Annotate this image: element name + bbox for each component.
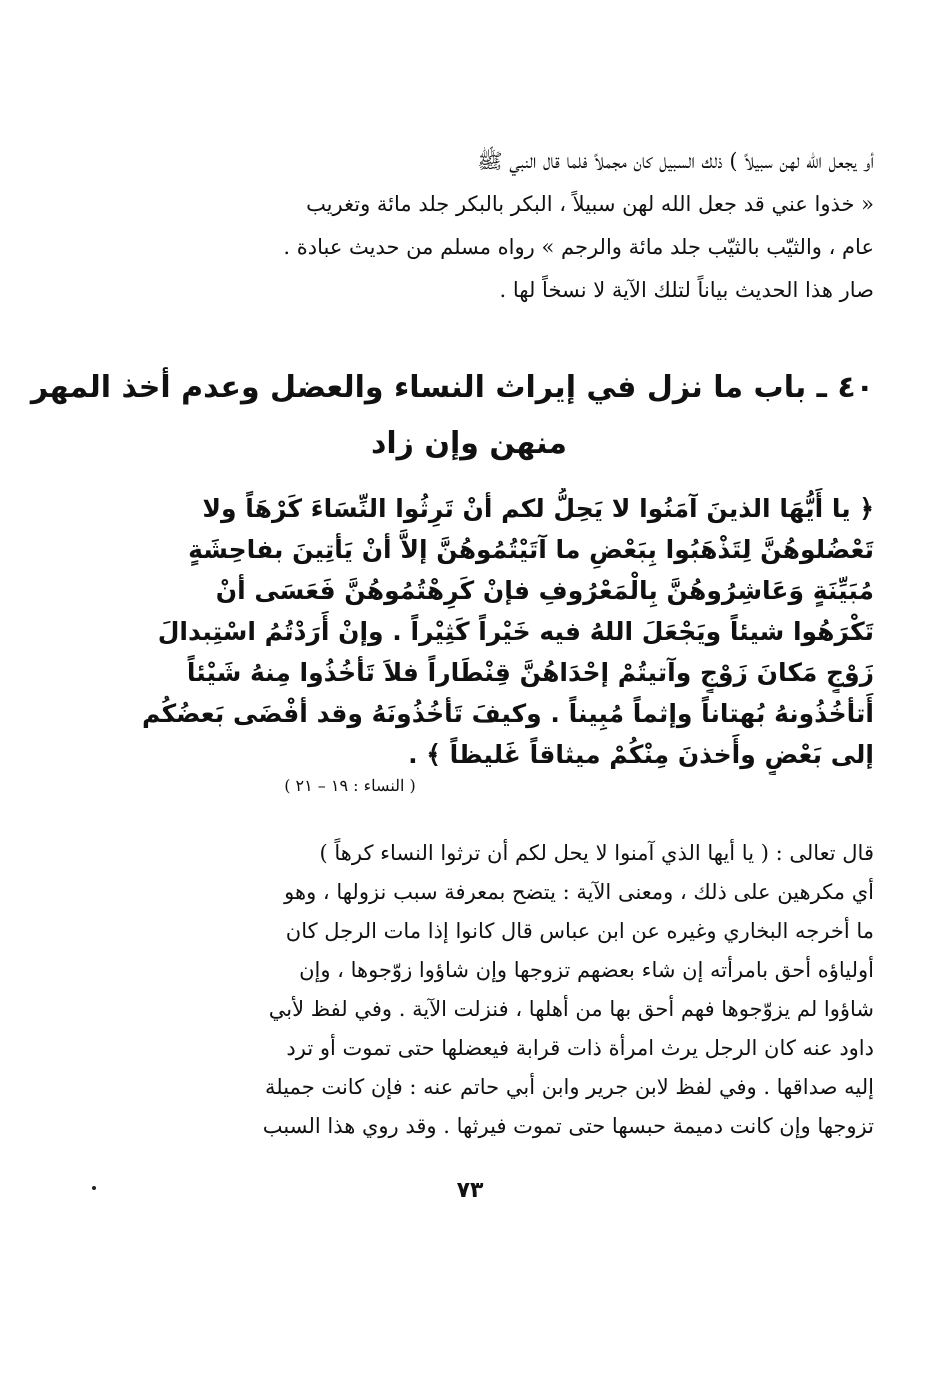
text-line: أو يجعل الله لهن سبيلاً ) ذلك السبيل كان مجملاً فلما قال النبي ﷺ [477,149,874,173]
text-line: صار هذا الحديث بياناً لتلك الآية لا نسخاً لها . [499,278,874,302]
text-line: شاؤوا لم يزوّجوها فهم أحق بها من أهلها ، فنزلت الآية . وفي لفظ لأبي [268,997,874,1021]
chapter-heading-line-1: ٤٠ ـ باب ما نزل في إيراث النساء والعضل وعدم أخذ المهر [30,370,874,405]
verse-line: أَتأخُذُونهُ بُهتاناً وإثماً مُبِيناً . وكيفَ تَأخُذُونَهُ وقد أفْضَى بَعضُكُم [142,699,874,728]
text-line: إليه صداقها . وفي لفظ لابن جرير وابن أبي حاتم عنه : فإن كانت جميلة [265,1075,874,1099]
verse-line: مُبَيِّنَةٍ وَعَاشِرُوهُنَّ بِالْمَعْرُوفِ فإنْ كَرِهْتُمُوهُنَّ فَعَسَى أنْ [215,576,874,605]
text-line: « خذوا عني قد جعل الله لهن سبيلاً ، البكر بالبكر جلد مائة وتغريب [306,192,874,216]
text-line: ما أخرجه البخاري وغيره عن ابن عباس قال كانوا إذا مات الرجل كان [285,919,874,943]
body-paragraph [64,834,874,1146]
verse-line: إلى بَعْضٍ وأَخذنَ مِنْكُمْ ميثاقاً غَليظاً ﴾ . [408,740,874,769]
top-paragraph [64,140,874,312]
scan-speck [92,1186,96,1190]
text-line: تزوجها وإن كانت دميمة حبسها حتى تموت فيرثها . وقد روي هذا السبب [262,1114,874,1138]
chapter-heading [30,360,874,472]
text-line: عام ، والثيّب بالثيّب جلد مائة والرجم » رواه مسلم من حديث عبادة . [283,235,874,259]
verse-line: تَعْضُلوهُنَّ لِتَذْهَبُوا بِبَعْضِ ما آتَيْتُمُوهُنَّ إلاَّ أنْ يَأتِينَ بفاحِشَةٍ [188,535,874,564]
verse-line: ﴿ يا أَيُّهَا الذينَ آمَنُوا لا يَحِلُّ لكم أنْ تَرِثُوا النِّسَاءَ كَرْهَاً ولا [202,494,874,523]
text-line: قال تعالى : ( يا أيها الذي آمنوا لا يحل لكم أن ترثوا النساء كرهاً ) [319,841,874,865]
quran-verse-block [64,488,874,775]
verse-citation: ( النساء : ١٩ – ٢١ ) [284,776,416,795]
text-line: داود عنه كان الرجل يرث امرأة ذات قرابة فيعضلها حتى تموت أو ترد [286,1036,874,1060]
text-line: أي مكرهين على ذلك ، ومعنى الآية : يتضح بمعرفة سبب نزولها ، وهو [284,880,874,904]
page-number: ٧٣ [456,1178,484,1203]
chapter-heading-line-2: منهن وإن زاد [371,426,567,461]
verse-line: تَكْرَهُوا شيئاً ويَجْعَلَ اللهُ فيه خَيْراً كَثِيْراً . وإنْ أَرَدْتُمُ اسْتِبدالَ [157,617,874,646]
text-line: أولياؤه أحق بامرأته إن شاء بعضهم تزوجها وإن شاؤوا زوّجوها ، وإن [299,958,874,982]
verse-line: زَوْجٍ مَكانَ زَوْجٍ وآتيتُمْ إحْدَاهُنَّ قِنْطَاراً فلاَ تَأخُذُوا مِنهُ شَيْئاً [186,658,874,687]
